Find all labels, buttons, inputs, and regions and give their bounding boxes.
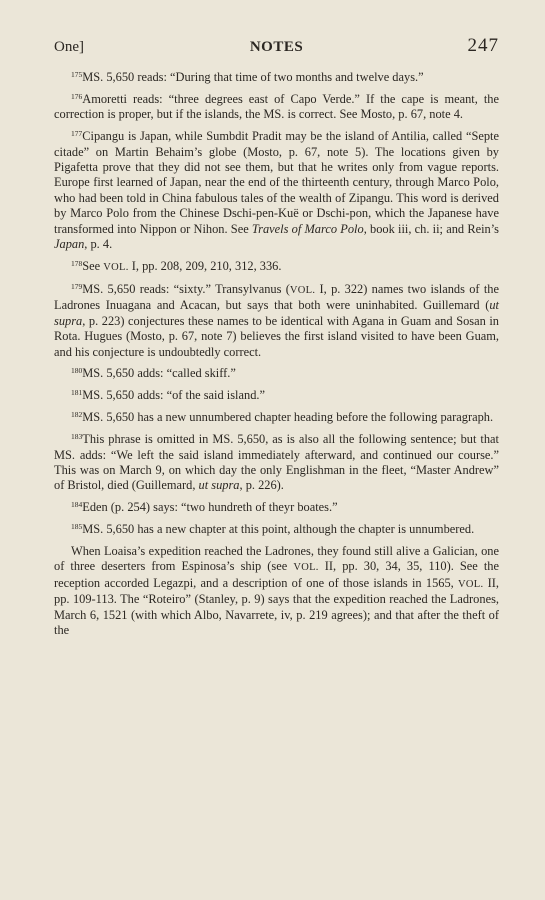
note-number: 184 [71, 500, 83, 510]
endnote [54, 410, 499, 425]
note-number: 176 [71, 91, 83, 101]
note-text: Amoretti reads: “three degrees east of Capo Verde.” If the cape is meant, the correction is proper, but if the islands, the MS. is correct. See Mosto, p. 67, note 4. [54, 91, 499, 122]
endnotes-list [54, 70, 499, 645]
endnote [54, 432, 499, 494]
header-title: NOTES [249, 39, 304, 55]
endnote [54, 544, 499, 638]
note-number: 183 [71, 432, 83, 442]
note-number: 182 [71, 410, 83, 420]
note-number: 181 [71, 388, 83, 398]
note-text: Eden (p. 254) says: “two hundreth of theyr boates.” [82, 500, 338, 515]
note-text: Cipangu is Japan, while Sumbdit Pradit may be the island of Antilia, called “Septe citade” on Martin Behaim’s globe (Mosto, p. 67, note 5). The locations given by Pigafetta prove that they did not see them, but that he writes only from vague reports. Europe first learned of Japan, near the end of the thirteenth century, through Marco Polo, who had been told in China fabulous tales of the wealth of Zipangu. This word is derived by Marco Polo from the Chinese Dschi-pen-Kuë or Dschi-pon, which the Japanese have transformed into Nippon or Nihon. See Travels of Marco Polo, book iii, ch. ii; and Rein’s Japan, p. 4. [54, 129, 499, 252]
endnote [54, 282, 499, 360]
header-chapter-ref: One] [54, 39, 84, 55]
endnote [54, 388, 499, 403]
note-number: 180 [71, 366, 83, 376]
note-text: MS. 5,650 adds: “called skiff.” [82, 366, 236, 381]
note-text: This phrase is omitted in MS. 5,650, as is also all the following sentence; but that MS. adds: “We left the said island immediately afterward, and continued our course.” This was on March 9, on which day the only Englishman in the fleet, “Master Andrew” of Bristol, died (Guillemard, ut supra, p. 226). [54, 432, 499, 493]
note-number: 185 [71, 522, 83, 532]
endnote [54, 70, 499, 85]
endnote [54, 129, 499, 252]
note-text: MS. 5,650 reads: “sixty.” Transylvanus (VOL. I, p. 322) names two islands of the Ladrones Inuagana and Acacan, but says that both were uninhabited. Guillemard (ut supra, p. 223) conjectures these names to be identical with Agana in Guam and Sosan in Rota. Hugues (Mosto, p. 67, note 7) believes the first island visited to have been Guam, and his conjecture is undoubtedly correct. [54, 281, 499, 359]
note-text: MS. 5,650 reads: “During that time of two months and twelve days.” [82, 70, 424, 84]
note-text: See VOL. I, pp. 208, 209, 210, 312, 336. [82, 258, 282, 273]
note-text: When Loaisa’s expedition reached the Ladrones, they found still alive a Galician, one of three deserters from Espinosa’s ship (see VOL. II, pp. 30, 34, 35, 110). See the reception accorded Legazpi, and a description of one of those islands in 1565, VOL. II, pp. 109-113. The “Roteiro” (Stanley, p. 9) says that the expedition reached the Ladrones, March 6, 1521 (with which Albo, Navarrete, iv, p. 219 agrees); and that after the theft of the [54, 544, 499, 638]
note-number: 177 [71, 129, 83, 139]
note-text: MS. 5,650 has a new chapter at this point, although the chapter is unnumbered. [82, 522, 475, 537]
endnote [54, 366, 499, 381]
endnote [54, 500, 499, 515]
running-header [54, 37, 499, 59]
endnote [54, 522, 499, 537]
endnote [54, 259, 499, 275]
endnote [54, 92, 499, 123]
page-number: 247 [467, 35, 499, 56]
note-number: 179 [71, 281, 83, 291]
note-number: 175 [71, 70, 83, 79]
note-number: 178 [71, 258, 83, 268]
note-text: MS. 5,650 adds: “of the said island.” [82, 388, 265, 403]
note-text: MS. 5,650 has a new unnumbered chapter heading before the following paragraph. [82, 410, 494, 425]
